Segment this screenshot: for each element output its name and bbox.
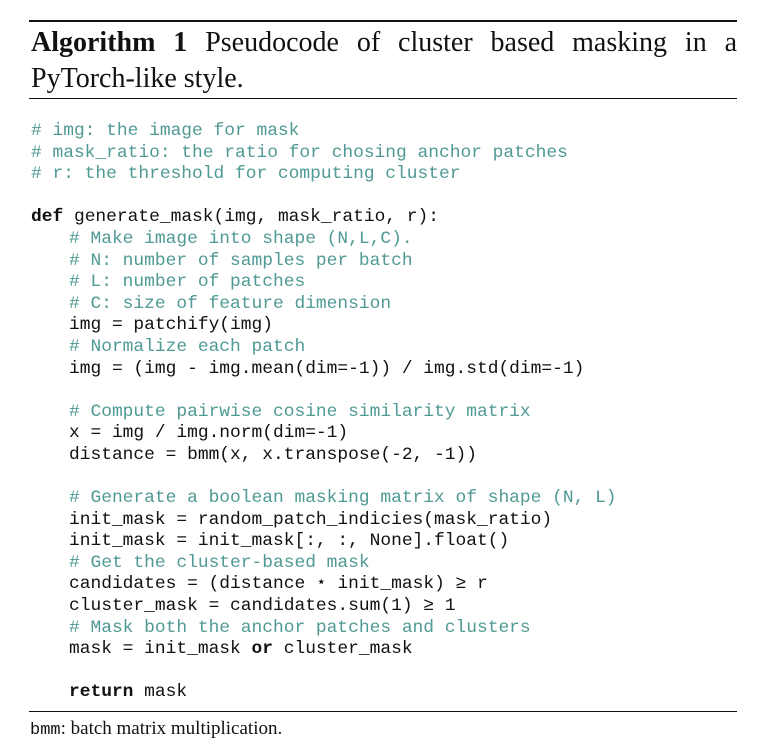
code-comment: # Generate a boolean masking matrix of shape (N, L) [69,488,617,509]
code-comment: # Make image into shape (N,L,C). [69,228,413,249]
algorithm-label: Algorithm 1 [31,27,188,58]
code-comment: # N: number of samples per batch [69,250,413,271]
function-signature: generate_mask(img, mask_ratio, r): [63,207,439,228]
algorithm-title: Pseudocode of cluster based masking in a PyTorch-like style. [31,27,737,94]
code-block [31,121,617,704]
footnote-text: : batch matrix multiplication. [60,718,283,739]
caption-rule [29,98,737,99]
code-line: cluster_mask = candidates.sum(1) ≥ 1 [69,596,456,617]
code-line-return [31,682,617,704]
keyword-return: return [69,682,134,703]
mask-assign: mask = init_mask [69,639,252,660]
code-line: init_mask = random_patch_indicies(mask_ratio) [69,509,553,530]
blank-line [31,186,617,208]
code-comment: # L: number of patches [69,272,306,293]
code-comment: # Mask both the anchor patches and clusters [69,617,531,638]
code-line-def [31,207,617,229]
bottom-rule [29,711,737,712]
code-comment: # C: size of feature dimension [69,293,392,314]
code-comment: # r: the threshold for computing cluster [31,164,461,185]
code-comment: # Get the cluster-based mask [69,552,370,573]
code-line: candidates = (distance ⋆ init_mask) ≥ r [69,574,488,595]
footnote-term: bmm [30,721,61,740]
return-value: mask [133,682,188,703]
code-line: init_mask = init_mask[:, :, None].float() [69,531,510,552]
code-line: distance = bmm(x, x.transpose(-2, -1)) [69,444,477,465]
mask-operand: cluster_mask [273,639,413,660]
code-comment: # Normalize each patch [69,336,306,357]
code-comment: # img: the image for mask [31,121,300,141]
code-comment: # Compute pairwise cosine similarity matrix [69,401,531,422]
keyword-or: or [251,639,273,660]
code-line: img = (img - img.mean(dim=-1)) / img.std(dim=-1) [69,358,585,379]
code-line: x = img / img.norm(dim=-1) [69,423,349,444]
top-rule [29,20,737,22]
blank-line [31,467,617,489]
footnote [30,717,282,743]
code-line: img = patchify(img) [69,315,273,336]
blank-line [31,380,617,402]
keyword-def: def [31,207,64,228]
code-line-mask [31,639,617,661]
code-comment: # mask_ratio: the ratio for chosing anchor patches [31,142,568,163]
algorithm-caption [31,25,737,97]
blank-line [31,661,617,683]
